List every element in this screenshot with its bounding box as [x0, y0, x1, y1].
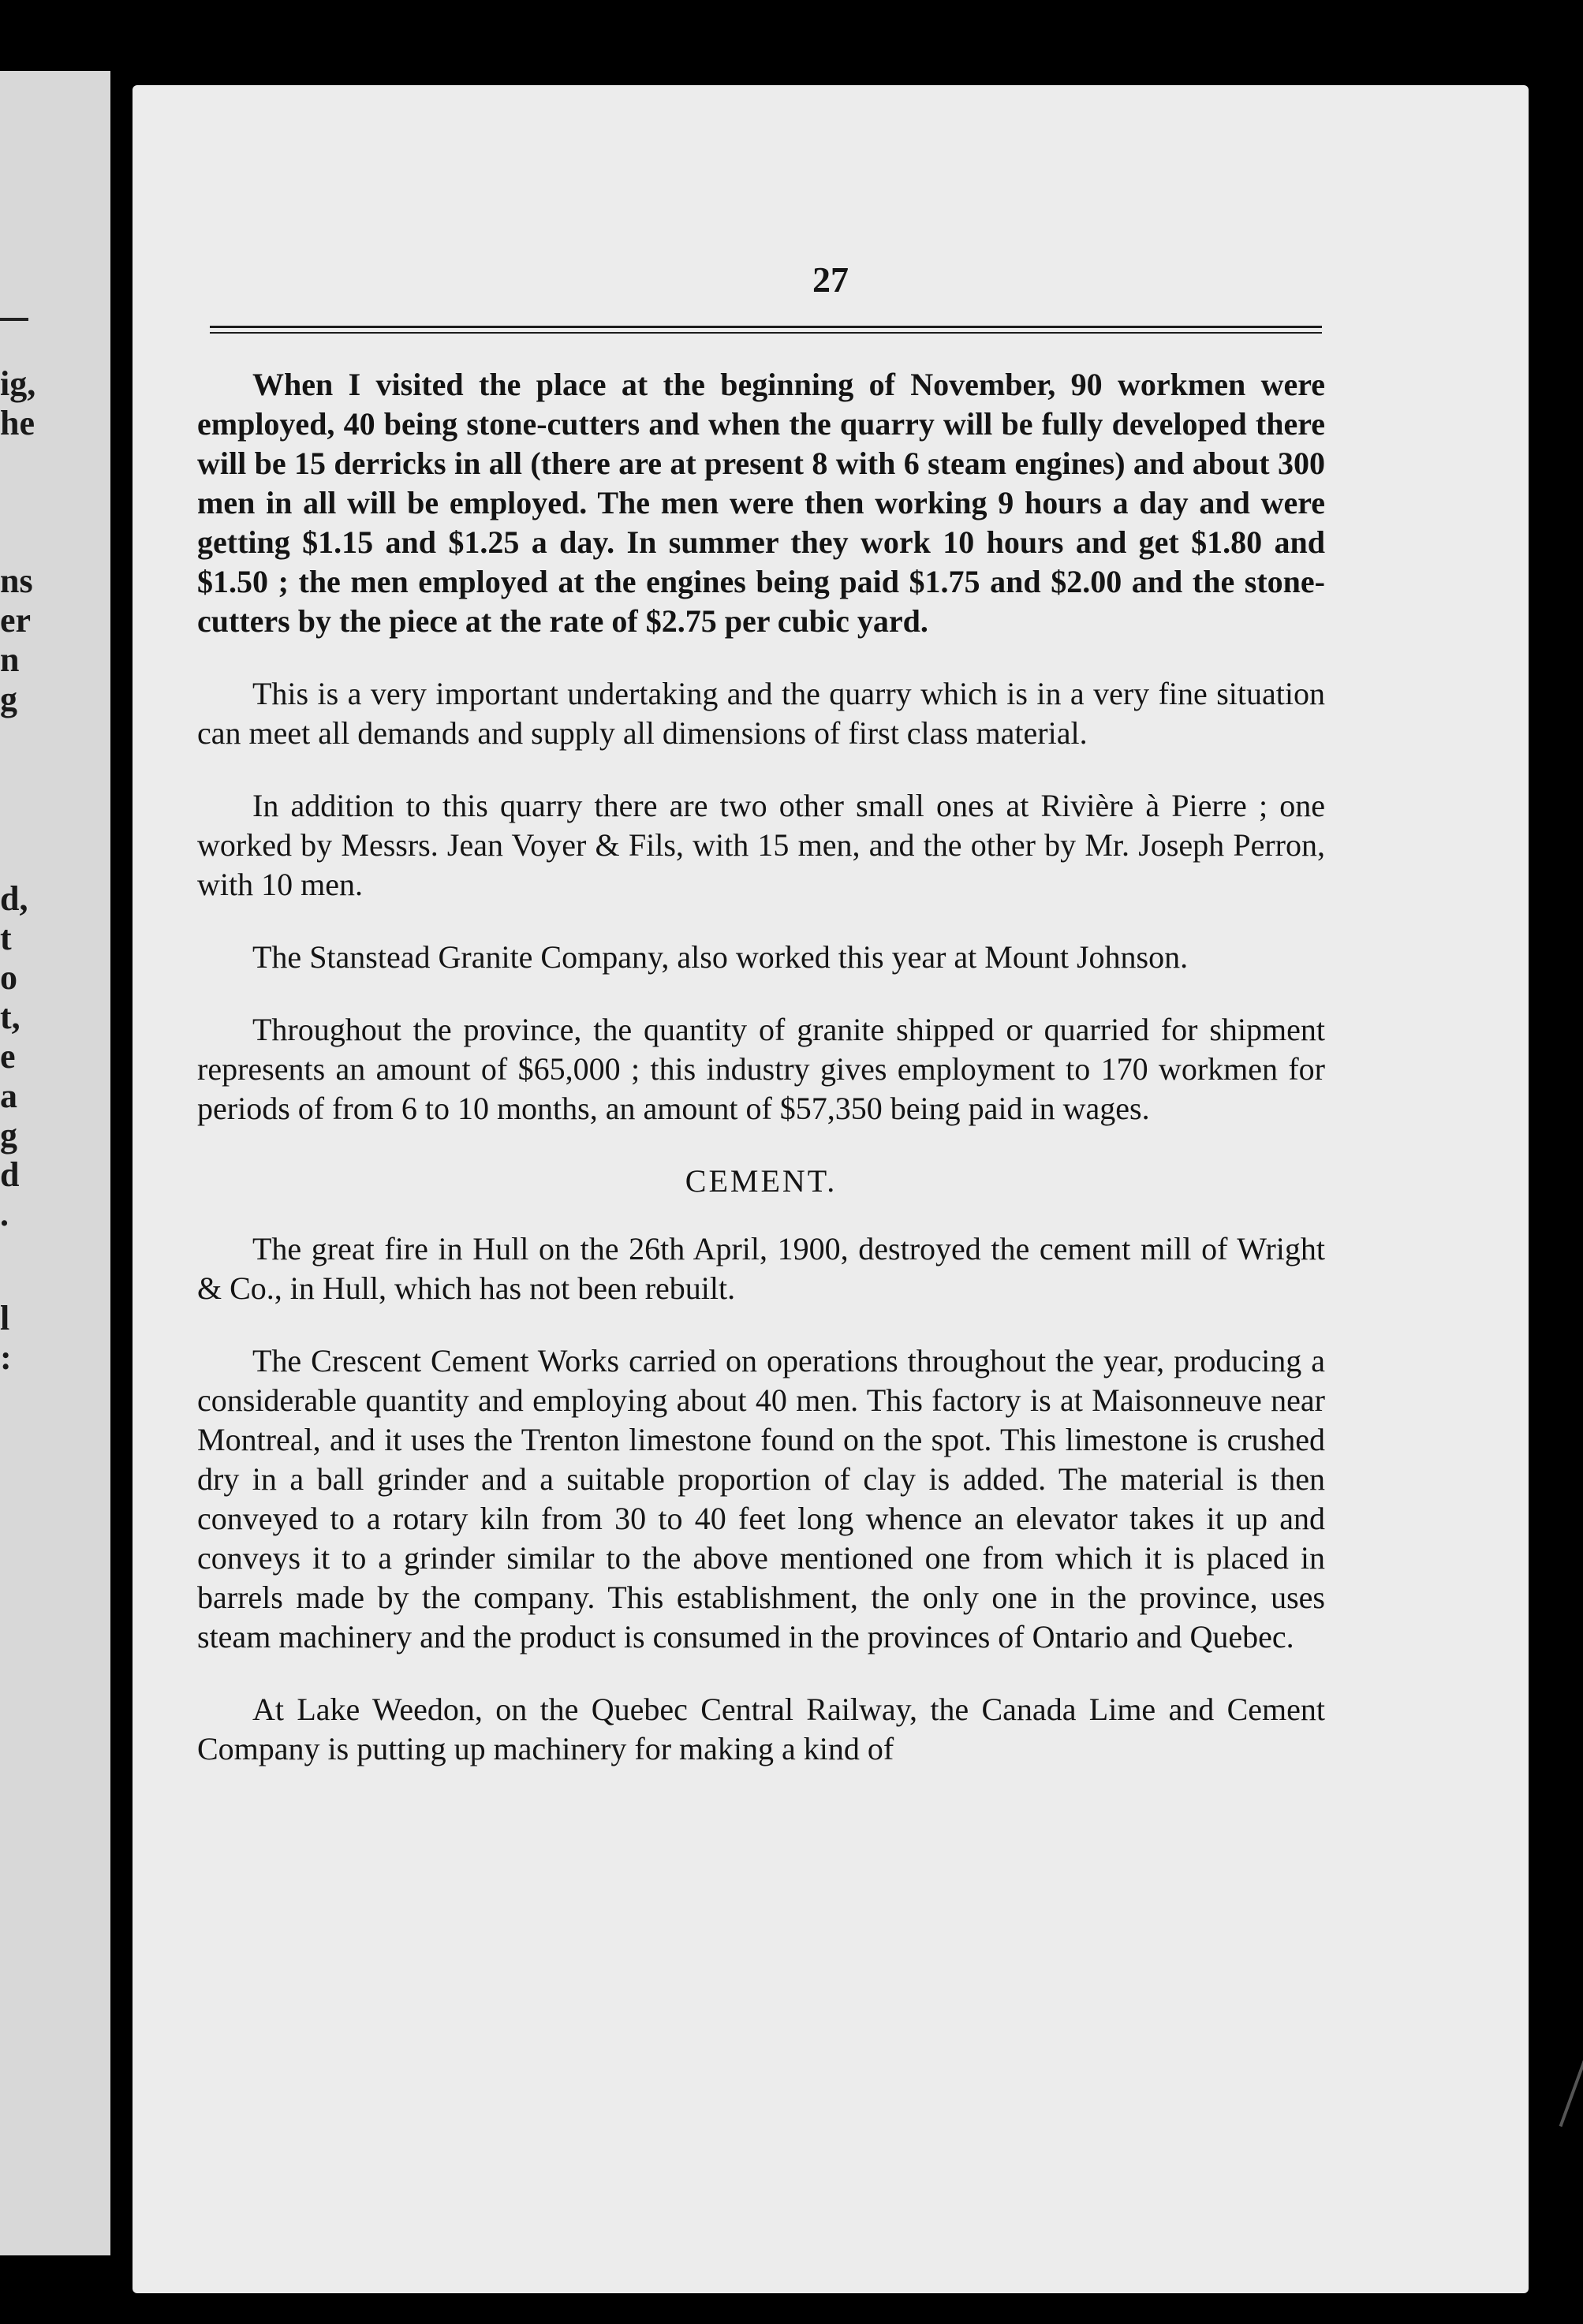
adjacent-page-fragment: : — [0, 1338, 12, 1377]
adjacent-page-fragment: he — [0, 404, 35, 442]
adjacent-page-fragment: g — [0, 1116, 17, 1155]
adjacent-page-fragment: n — [0, 640, 20, 679]
header-rule — [210, 326, 1322, 334]
adjacent-page-rule — [0, 318, 28, 321]
adjacent-page-fragment: e — [0, 1037, 16, 1076]
adjacent-page-fragment: t, — [0, 998, 21, 1036]
paragraph-stanstead: The Stanstead Granite Company, also worked this year at Mount Johnson. — [252, 939, 1189, 975]
paragraph-quarry-visit: When I visited the place at the beginning of November, 90 workmen were employed, 40 being stone-cutters and when the quarry will be fully developed there will be 15 derricks in all (there are at present 8 with 6 steam engines) and about 300 men in all will be employed. The men were then working 9 hours a day and were getting $1.15 and $1.25 a day. In summer they work 10 hours and get $1.80 and $1.50 ; the men employed at the engines being paid $1.75 and $2.00 and the stone-cutters by the piece at the rate of $2.75 per cubic yard. — [197, 367, 1325, 639]
adjacent-page-edge — [0, 71, 110, 2255]
adjacent-page-fragment: a — [0, 1076, 17, 1115]
adjacent-page-fragment: t — [0, 919, 12, 957]
page-body — [197, 365, 1325, 1802]
page-number: 27 — [812, 259, 849, 300]
adjacent-page-fragment: er — [0, 601, 32, 640]
adjacent-page-fragment: o — [0, 958, 17, 997]
paragraph-other-quarries: In addition to this quarry there are two other small ones at Rivière à Pierre ; one worked by Messrs. Jean Voyer & Fils, with 15 men, and the other by Mr. Joseph Perron, with 10 men. — [197, 788, 1325, 902]
adjacent-page-fragment: d — [0, 1155, 20, 1194]
paragraph-lake-weedon: At Lake Weedon, on the Quebec Central Railway, the Canada Lime and Cement Company is putting up machinery for making a kind of — [197, 1692, 1325, 1766]
scan-edge-mark — [1559, 2037, 1583, 2127]
paragraph-undertaking: This is a very important undertaking and the quarry which is in a very fine situation can meet all demands and supply all dimensions of first class material. — [197, 676, 1325, 751]
adjacent-page-fragment: d, — [0, 879, 28, 918]
adjacent-page-fragment: ns — [0, 561, 33, 600]
paragraph-crescent-works: The Crescent Cement Works carried on operations throughout the year, producing a considerable quantity and employing about 40 men. This factory is at Maisonneuve near Montreal, and it uses the Trenton limestone found on the spot. This limestone is crushed dry in a ball grinder and a suitable proportion of clay is added. The material is then conveyed to a rotary kiln from 30 to 40 feet long whence an elevator takes it up and conveys it to a grinder similar to the above mentioned one from which it is placed in barrels made by the company. This establishment, the only one in the province, uses steam machinery and the product is consumed in the provinces of Ontario and Quebec. — [197, 1343, 1325, 1654]
adjacent-page-fragment: ig, — [0, 364, 36, 403]
adjacent-page-fragment: . — [0, 1195, 9, 1233]
section-heading: CEMENT. — [685, 1163, 838, 1199]
paragraph-hull-fire: The great fire in Hull on the 26th April, 1900, destroyed the cement mill of Wright & Co., in Hull, which has not been rebuilt. — [197, 1231, 1325, 1306]
adjacent-page-fragment: l — [0, 1299, 10, 1337]
paragraph-granite-summary: Throughout the province, the quantity of granite shipped or quarried for shipment represents an amount of $65,000 ; this industry gives employment to 170 workmen for periods of from 6 to 10 months, an amount of $57,350 being paid in wages. — [197, 1012, 1325, 1126]
adjacent-page-fragment: g — [0, 680, 17, 718]
document-page — [133, 85, 1529, 2293]
